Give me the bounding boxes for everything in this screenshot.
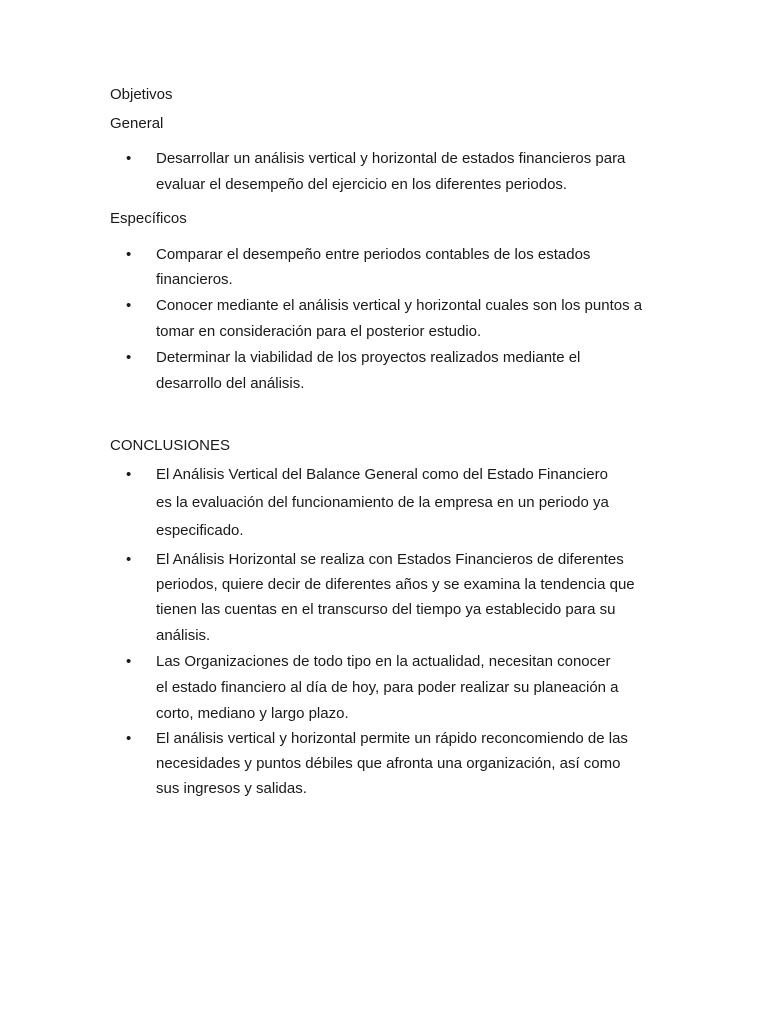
list-item-line: análisis.	[156, 627, 211, 644]
bullet-icon: •	[126, 730, 132, 747]
list-item-line: evaluar el desempeño del ejercicio en los diferentes periodos.	[156, 176, 568, 193]
list-item-line: sus ingresos y salidas.	[156, 780, 307, 797]
list-item-line: Desarrollar un análisis vertical y horizontal de estados financieros para	[156, 150, 626, 167]
list-item-line: necesidades y puntos débiles que afronta una organización, así como	[156, 755, 621, 772]
objetivos-heading: Objetivos	[110, 86, 173, 103]
list-item-line: Las Organizaciones de todo tipo en la actualidad, necesitan conocer	[156, 653, 611, 670]
list-item-line: El análisis vertical y horizontal permite un rápido reconcomiendo de las	[156, 730, 628, 747]
bullet-icon: •	[126, 246, 132, 263]
especificos-heading: Específicos	[110, 210, 187, 227]
list-item-line: Comparar el desempeño entre periodos contables de los estados	[156, 246, 591, 263]
bullet-icon: •	[126, 150, 132, 167]
list-item-line: Determinar la viabilidad de los proyectos realizados mediante el	[156, 349, 581, 366]
list-item-line: El Análisis Vertical del Balance General como del Estado Financiero	[156, 466, 608, 483]
list-item-line: el estado financiero al día de hoy, para poder realizar su planeación a	[156, 679, 619, 696]
list-item-line: financieros.	[156, 271, 233, 288]
conclusiones-heading: CONCLUSIONES	[110, 437, 231, 454]
list-item-line: desarrollo del análisis.	[156, 375, 305, 392]
bullet-icon: •	[126, 551, 132, 568]
list-item-line: periodos, quiere decir de diferentes años y se examina la tendencia que	[156, 576, 635, 593]
list-item-line: especificado.	[156, 522, 244, 539]
bullet-icon: •	[126, 466, 132, 483]
list-item-line: es la evaluación del funcionamiento de la empresa en un periodo ya	[156, 494, 609, 511]
list-item-line: tienen las cuentas en el transcurso del tiempo ya establecido para su	[156, 601, 616, 618]
list-item-line: corto, mediano y largo plazo.	[156, 705, 349, 722]
general-heading: General	[110, 115, 164, 132]
bullet-icon: •	[126, 653, 132, 670]
list-item-line: tomar en consideración para el posterior estudio.	[156, 323, 482, 340]
list-item-line: El Análisis Horizontal se realiza con Estados Financieros de diferentes	[156, 551, 624, 568]
bullet-icon: •	[126, 297, 132, 314]
list-item-line: Conocer mediante el análisis vertical y horizontal cuales son los puntos a	[156, 297, 643, 314]
bullet-icon: •	[126, 349, 132, 366]
